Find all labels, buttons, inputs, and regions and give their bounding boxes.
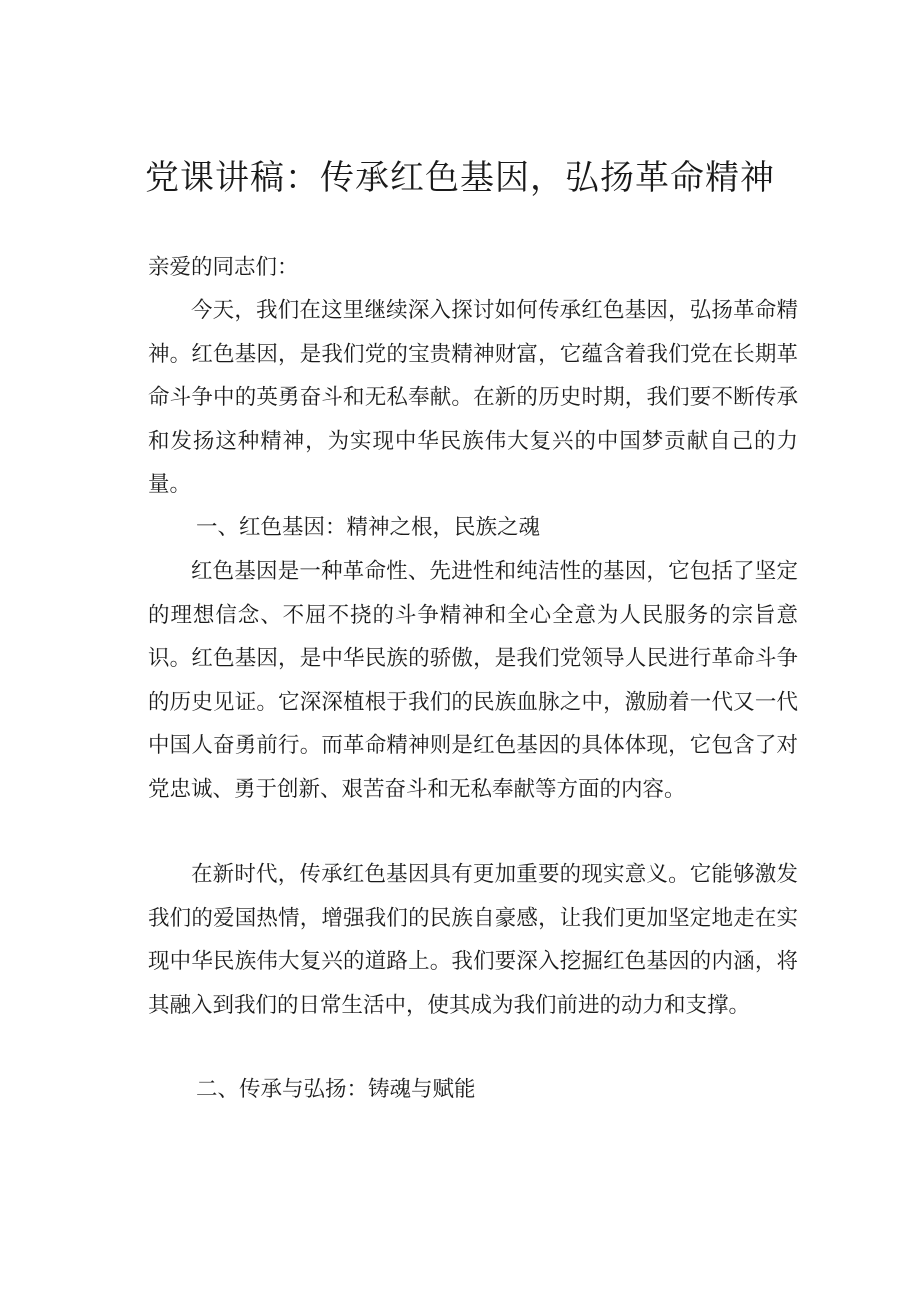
paragraph-intro: 今天，我们在这里继续深入探讨如何传承红色基因，弘扬革命精神。红色基因，是我们党的宝贵精神财富，它蕴含着我们党在长期革命斗争中的英勇奋斗和无私奉献。在新的历史时期，我们要不断传承和发扬这种精神，为实现中华民族伟大复兴的中国梦贡献自己的力量。 (148, 298, 798, 497)
section-heading-1: 一、红色基因：精神之根，民族之魂 (196, 515, 541, 540)
paragraph-red-gene: 红色基因是一种革命性、先进性和纯洁性的基因，它包括了坚定的理想信念、不屈不挠的斗争精神和全心全意为人民服务的宗旨意识。红色基因，是中华民族的骄傲，是我们党领导人民进行革命斗争的历史见证。它深深植根于我们的民族血脉之中，激励着一代又一代中国人奋勇前行。而革命精神则是红色基因的具体体现，它包含了对党忠诚、勇于创新、艰苦奋斗和无私奉献等方面的内容。 (148, 559, 798, 802)
section-heading-2: 二、传承与弘扬：铸魂与赋能 (196, 1077, 476, 1102)
document-title: 党课讲稿：传承红色基因，弘扬革命精神 (145, 158, 775, 198)
salutation: 亲爱的同志们： (148, 255, 299, 280)
paragraph-new-era: 在新时代，传承红色基因具有更加重要的现实意义。它能够激发我们的爱国热情，增强我们的民族自豪感，让我们更加坚定地走在实现中华民族伟大复兴的道路上。我们要深入挖掘红色基因的内涵，将其融入到我们的日常生活中，使其成为我们前进的动力和支撑。 (148, 862, 798, 1018)
